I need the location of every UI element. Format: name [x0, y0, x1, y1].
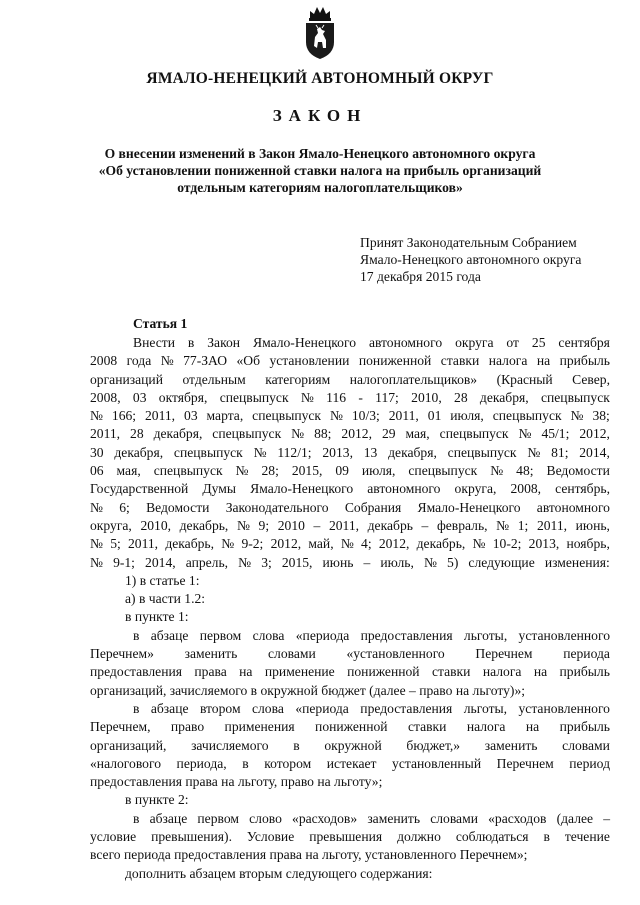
word: 30	[90, 444, 104, 460]
word: №	[221, 536, 235, 552]
word: право	[170, 719, 205, 735]
word: ставки	[407, 719, 447, 735]
article-line	[90, 645, 610, 663]
word: 38;	[592, 408, 610, 424]
word: июля,	[361, 463, 396, 479]
word: округа,	[90, 517, 132, 533]
article-line	[90, 865, 610, 883]
article-line	[90, 718, 610, 736]
word: дополнить абзацем вторым следующего содержания:	[125, 865, 433, 881]
word: марта,	[206, 408, 244, 424]
word: период	[569, 755, 610, 771]
word: 77-ЗАО	[183, 353, 228, 369]
word: а) в части 1.2:	[125, 591, 206, 607]
word: 48;	[516, 463, 534, 479]
word: 2011,	[90, 426, 121, 442]
article-line	[90, 755, 610, 773]
word: налога	[482, 664, 522, 680]
word: Ведомости	[146, 499, 210, 515]
word: спецвыпуск	[212, 426, 282, 442]
word: слово	[249, 810, 282, 826]
word: №	[90, 536, 103, 552]
word: 2010	[277, 517, 305, 533]
word: –	[603, 810, 610, 826]
word: льготы,	[463, 627, 508, 643]
word: словами	[268, 646, 316, 662]
subject-line: отдельным категориям налогоплательщиков»	[177, 180, 463, 195]
word: в	[133, 810, 140, 826]
word: превышения).	[151, 829, 232, 845]
word: 45/1;	[541, 426, 570, 442]
word: «Об	[236, 353, 260, 369]
word: слова	[251, 700, 284, 716]
word: №	[518, 426, 532, 442]
article-line	[90, 334, 610, 352]
word: декабрь	[367, 517, 413, 533]
word: первом	[199, 627, 242, 643]
article-line	[90, 444, 610, 462]
word: июля,	[450, 408, 484, 424]
article-line	[90, 810, 610, 828]
article-line	[90, 608, 610, 626]
word: июль,	[380, 554, 414, 570]
word: мая,	[116, 463, 141, 479]
word: прибыль	[559, 664, 610, 680]
word: абзаце	[150, 700, 189, 716]
article-line	[90, 682, 610, 700]
word: на	[533, 664, 548, 680]
word: 6;	[119, 499, 130, 515]
word: Государственной	[90, 481, 189, 497]
word: пониженной	[315, 719, 388, 735]
word: май,	[308, 536, 334, 552]
word: слова	[252, 627, 285, 643]
word: 2012,	[579, 426, 610, 442]
word: 06	[90, 463, 104, 479]
article-line	[90, 535, 610, 553]
word: превышения	[309, 829, 383, 845]
word: спецвыпуск	[492, 408, 562, 424]
word: пониженной	[347, 664, 420, 680]
word: Закон	[207, 335, 241, 350]
word: 2011,	[388, 408, 419, 424]
word: Перечнем	[496, 755, 554, 771]
word: Внести	[133, 335, 175, 350]
word: №	[238, 554, 252, 570]
word: зачисляемого	[191, 737, 269, 753]
word: 2008	[90, 353, 118, 369]
word: автономного	[536, 499, 610, 515]
word: декабря,	[153, 426, 203, 442]
word: 25	[531, 335, 546, 350]
article-line	[90, 773, 610, 791]
word: должно	[397, 829, 441, 845]
word: прибыль	[559, 353, 610, 369]
word: спецвыпуск	[540, 389, 610, 405]
word: сентября	[558, 335, 610, 350]
word: «периода	[295, 627, 350, 643]
word: прибыль	[559, 719, 610, 735]
word: течение	[564, 829, 610, 845]
word: в	[187, 335, 195, 350]
adoption-line: Принят Законодательным Собранием	[360, 235, 577, 250]
word: налогоплательщиков»	[349, 371, 478, 387]
word: следующие	[468, 554, 535, 570]
word: №	[90, 554, 103, 570]
word: окружной	[324, 737, 382, 753]
subject-line: О внесении изменений в Закон Ямало-Ненецкого автономного округа	[104, 146, 536, 161]
word: 2010,	[140, 517, 172, 533]
word: «периода	[295, 700, 349, 716]
word: 2011,	[145, 408, 176, 424]
article-line	[90, 846, 610, 864]
word: периода,	[176, 755, 227, 771]
word: 2011,	[328, 517, 360, 533]
word: 88;	[314, 426, 332, 442]
word: всего периода предоставления права на льготу, установленного Перечнем»;	[90, 847, 528, 863]
word: 5)	[447, 554, 459, 570]
article-line	[90, 352, 610, 370]
article-line	[90, 407, 610, 425]
word: автономного	[367, 481, 441, 497]
article-line	[90, 517, 610, 535]
word: 9;	[258, 517, 270, 533]
article-line	[90, 663, 610, 681]
word: втором	[199, 700, 241, 716]
article-line	[90, 425, 610, 443]
word: 2012,	[341, 426, 372, 442]
word: декабря,	[114, 444, 164, 460]
word: в	[133, 700, 140, 716]
word: №	[423, 554, 437, 570]
word: -	[358, 389, 363, 405]
word: отдельным	[182, 371, 246, 387]
subject-line: «Об установлении пониженной ставки налога на прибыль организаций	[98, 163, 542, 178]
word: организаций, зачисляемого в окружной бюджет (далее – право на льготу)»;	[90, 682, 526, 698]
word: бюджет,»	[406, 737, 461, 753]
word: организаций,	[90, 737, 167, 753]
word: Законодательного	[225, 499, 329, 515]
word: Перечнем,	[90, 719, 151, 735]
word: заменить	[367, 810, 421, 826]
word: декабря,	[479, 389, 529, 405]
article-line	[90, 480, 610, 498]
adoption-date: 17 декабря 2015 года	[360, 269, 481, 284]
word: применения	[224, 719, 295, 735]
word: изменения:	[544, 554, 610, 570]
word: 3;	[261, 554, 272, 570]
word: установленного	[518, 700, 610, 716]
article-line	[90, 389, 610, 407]
word: №	[90, 499, 103, 515]
word: №	[329, 408, 343, 424]
word: Думы	[202, 481, 237, 497]
word: №	[527, 444, 541, 460]
word: –	[313, 517, 321, 533]
article-line	[90, 554, 610, 572]
word: 2013,	[528, 536, 560, 552]
word: декабрь,	[416, 536, 466, 552]
word: льготы,	[463, 700, 508, 716]
document-type-heading: ЗАКОН	[272, 106, 368, 125]
word: июнь	[322, 554, 354, 570]
word: права	[194, 664, 227, 680]
word: №	[236, 517, 250, 533]
article-line	[90, 371, 610, 389]
article-line	[90, 572, 610, 590]
word: 03	[132, 389, 147, 405]
word: абзаце	[150, 627, 189, 643]
article-line	[90, 791, 610, 809]
word: Собрания	[344, 499, 402, 515]
word: 10-2;	[492, 536, 522, 552]
word: спецвыпуск	[219, 389, 289, 405]
word: в	[133, 627, 140, 643]
word: декабрь,	[165, 536, 215, 552]
word: «налогового	[90, 755, 161, 771]
word: истекает	[326, 755, 377, 771]
word: 2015,	[281, 554, 313, 570]
word: словами	[430, 810, 478, 826]
article-line	[90, 499, 610, 517]
word: на	[525, 719, 540, 735]
word: спецвыпуск	[173, 444, 243, 460]
word: налога	[466, 719, 506, 735]
word: октября,	[158, 389, 208, 405]
word: в	[543, 829, 550, 845]
article-title: Статья 1	[133, 316, 188, 331]
word: 2011,	[128, 536, 159, 552]
word: 28	[454, 389, 468, 405]
word: 29	[381, 426, 396, 442]
word: автономного	[368, 335, 443, 350]
word: установлении	[269, 353, 350, 369]
word: округа,	[454, 481, 497, 497]
word: категориям	[265, 371, 331, 387]
adoption-note	[360, 234, 581, 285]
word: предоставления	[360, 627, 453, 643]
word: от	[506, 335, 519, 350]
word: 2012,	[378, 536, 410, 552]
word: (Красный	[496, 371, 553, 387]
word: №	[300, 389, 314, 405]
word: 03	[184, 408, 198, 424]
word: Перечнем»	[90, 646, 154, 662]
word: года	[126, 353, 152, 369]
word: №	[160, 353, 174, 369]
word: 2008,	[90, 389, 121, 405]
adoption-line: Ямало-Ненецкого автономного округа	[360, 252, 582, 267]
word: 116	[326, 389, 347, 405]
word: заменить	[484, 737, 538, 753]
word: 01	[427, 408, 442, 424]
coat-of-arms-emblem	[301, 4, 339, 62]
law-subject-title	[90, 145, 550, 196]
word: «расходов	[488, 810, 547, 826]
word: предоставления права на льготу, право на льготу»;	[90, 774, 383, 790]
word: сентябрь,	[555, 481, 610, 497]
word: (далее	[556, 810, 594, 826]
word: №	[496, 517, 510, 533]
word: применение	[264, 664, 335, 680]
word: на	[536, 353, 551, 369]
word: налога	[488, 353, 528, 369]
word: 2008,	[510, 481, 542, 497]
word: ноябрь,	[566, 536, 610, 552]
word: 2015,	[291, 463, 323, 479]
article-line	[90, 462, 610, 480]
word: 2014,	[145, 554, 176, 570]
word: 2014,	[579, 444, 610, 460]
word: 4;	[361, 536, 372, 552]
word: ставки	[440, 353, 480, 369]
word: 9-1;	[113, 554, 135, 570]
word: №	[472, 536, 486, 552]
word: пониженной	[358, 353, 432, 369]
word: организаций	[90, 371, 163, 387]
word: условие	[90, 829, 137, 845]
word: ставки	[431, 664, 471, 680]
word: 13	[363, 444, 378, 460]
word: «расходов»	[292, 810, 358, 826]
word: словами	[562, 737, 610, 753]
word: 2011,	[536, 517, 568, 533]
word: Ямало-Ненецкого	[250, 481, 354, 497]
word: №	[90, 408, 103, 424]
word: Ямало-Ненецкого	[253, 335, 357, 350]
word: спецвыпуск	[439, 426, 509, 442]
article-line	[90, 700, 610, 718]
word: предоставления	[360, 700, 453, 716]
word: установленный	[392, 755, 482, 771]
article-line	[90, 828, 610, 846]
word: первом	[197, 810, 239, 826]
word: Ведомости	[546, 463, 610, 479]
word: 112/1;	[277, 444, 312, 460]
article-line	[90, 590, 610, 608]
word: 1) в статье 1:	[125, 572, 200, 588]
word: 9-2;	[241, 536, 264, 552]
word: №	[340, 536, 354, 552]
word: декабрь,	[179, 517, 229, 533]
word: соблюдаться	[455, 829, 529, 845]
word: –	[363, 554, 371, 570]
word: 1;	[517, 517, 529, 533]
word: спецвыпуск	[408, 463, 478, 479]
word: на	[239, 664, 253, 680]
word: мая,	[405, 426, 430, 442]
word: №	[570, 408, 584, 424]
word: предоставления	[90, 664, 183, 680]
article-body	[90, 334, 610, 883]
word: установленного	[518, 627, 610, 643]
word: периода	[563, 646, 610, 662]
word: 5;	[110, 536, 121, 552]
word: округа	[455, 335, 494, 350]
word: Условие	[246, 829, 295, 845]
word: №	[253, 444, 267, 460]
region-title: ЯМАЛО-НЕНЕЦКИЙ АВТОНОМНЫЙ ОКРУГ	[146, 70, 494, 87]
word: июнь,	[575, 517, 610, 533]
word: №	[490, 463, 504, 479]
word: 28;	[261, 463, 279, 479]
word: 166;	[111, 408, 137, 424]
word: в пункте 1:	[125, 609, 189, 625]
word: 117;	[375, 389, 399, 405]
word: в пункте 2:	[125, 792, 189, 808]
word: Перечнем	[475, 646, 533, 662]
word: спецвыпуск	[252, 408, 322, 424]
word: 09	[335, 463, 349, 479]
word: №	[291, 426, 305, 442]
word: Ямало-Ненецкого	[417, 499, 521, 515]
word: в	[293, 737, 300, 753]
word: 81;	[551, 444, 569, 460]
word: 2010,	[411, 389, 442, 405]
word: «установленного	[346, 646, 445, 662]
word: №	[235, 463, 249, 479]
word: февраль,	[436, 517, 488, 533]
word: 2012,	[270, 536, 302, 552]
word: абзаце	[149, 810, 188, 826]
word: котором	[264, 755, 312, 771]
word: 28	[130, 426, 144, 442]
word: Север,	[572, 371, 610, 387]
word: спецвыпуск	[447, 444, 517, 460]
word: 10/3;	[351, 408, 380, 424]
article-line	[90, 627, 610, 645]
word: апрель,	[185, 554, 229, 570]
word: 2013,	[322, 444, 353, 460]
word: декабря,	[388, 444, 437, 460]
word: в	[242, 755, 249, 771]
article-line	[90, 737, 610, 755]
word: –	[421, 517, 429, 533]
word: спецвыпуск	[153, 463, 223, 479]
word: заменить	[184, 646, 238, 662]
